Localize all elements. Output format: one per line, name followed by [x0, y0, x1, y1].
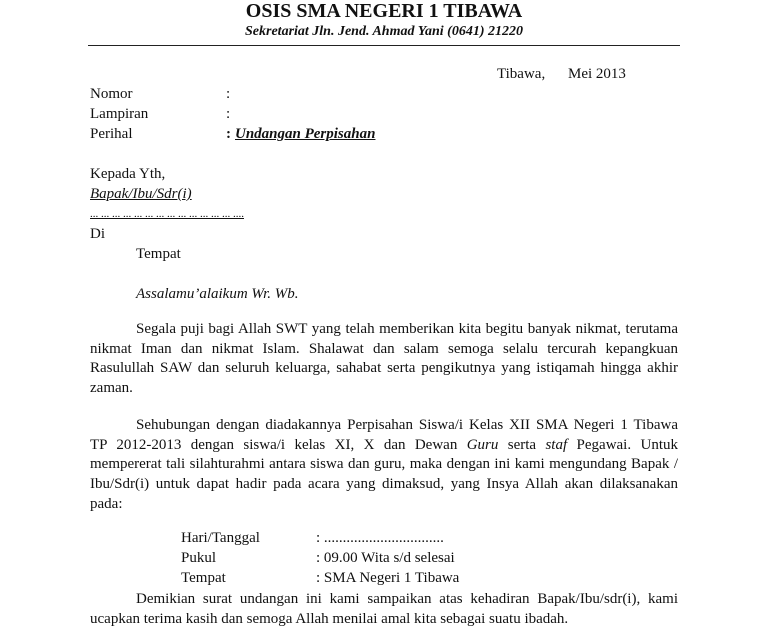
perihal-value: Undangan Perpisahan: [235, 126, 376, 142]
recipient-di: Di: [90, 226, 105, 242]
recipient-kepada: Kepada Yth,: [90, 166, 166, 182]
paragraph-line: [90, 436, 678, 456]
event-pukul-value: : 09.00 Wita s/d selesai: [316, 550, 455, 566]
paragraph-line: Ibu/Sdr(i) untuk dapat hadir pada acara yang dimaksud, yang Insya Allah akan dilaksanakan: [90, 476, 678, 493]
letterhead-title: OSIS SMA NEGERI 1 TIBAWA: [245, 0, 523, 22]
place: Tibawa,: [497, 66, 546, 82]
event-hari-value: : ................................: [316, 530, 444, 546]
paragraph-line: ucapkan terima kasih dan semoga Allah menilai amal kita sebagai suatu ibadah.: [90, 610, 569, 627]
paragraph-line: Rasulullah SAW dan seluruh keluarga, sahabat serta pengikutnya yang istiqamah hingga akhir: [90, 360, 678, 377]
perihal-label: Perihal: [90, 126, 133, 142]
greeting: Assalamu’alaikum Wr. Wb.: [136, 286, 299, 302]
recipient-tempat: Tempat: [136, 246, 181, 262]
event-pukul-label: Pukul: [181, 550, 217, 566]
recipient-addressee: Bapak/Ibu/Sdr(i): [90, 186, 192, 202]
letterhead-divider: [88, 45, 680, 46]
paragraph-line: mempererat tali silahturahmi antara siswa dan guru, maka dengan ini kami mengundang Bapak /: [90, 456, 678, 473]
paragraph-line: Demikian surat undangan ini kami sampaikan atas kehadiran Bapak/Ibu/sdr(i), kami: [136, 591, 678, 607]
paragraph-line: Sehubungan dengan diadakannya Perpisahan Siswa/i Kelas XII SMA Negeri 1 Tibawa: [136, 417, 678, 433]
paragraph-opening: [90, 320, 678, 399]
event-tempat-value: : SMA Negeri 1 Tibawa: [316, 570, 460, 586]
nomor-colon: :: [226, 86, 231, 102]
paragraph-line: pada:: [90, 495, 123, 512]
date: Mei 2013: [568, 66, 626, 82]
letterhead-subtitle: Sekretariat Jln. Jend. Ahmad Yani (0641) 21220: [245, 24, 523, 39]
paragraph-line: Segala puji bagi Allah SWT yang telah memberikan kita begitu banyak nikmat, terutama: [136, 321, 678, 337]
paragraph-line: nikmat Iman dan nikmat Islam. Shalawat dan salam semoga selalu tercurah kepangkuan: [90, 340, 678, 357]
text-run-staf: staf: [545, 436, 568, 453]
perihal-colon: :: [226, 126, 231, 142]
text-run: serta: [498, 436, 546, 453]
nomor-label: Nomor: [90, 86, 133, 102]
recipient-dots: ... ... ... ... ... ... ... ... ... ... ... ... ... ....: [90, 208, 244, 220]
paragraph-line: zaman.: [90, 380, 133, 397]
paragraph-invitation: [90, 416, 678, 515]
event-hari-label: Hari/Tanggal: [181, 530, 260, 546]
text-run-guru: Guru: [466, 436, 499, 453]
event-tempat-label: Tempat: [181, 570, 226, 586]
lampiran-colon: :: [226, 106, 231, 122]
text-run: Pegawai. Untuk: [567, 436, 678, 453]
lampiran-label: Lampiran: [90, 106, 149, 122]
paragraph-closing: [90, 590, 678, 629]
text-run: TP 2012-2013 dengan siswa/i kelas XI, X dan Dewan: [90, 436, 467, 453]
